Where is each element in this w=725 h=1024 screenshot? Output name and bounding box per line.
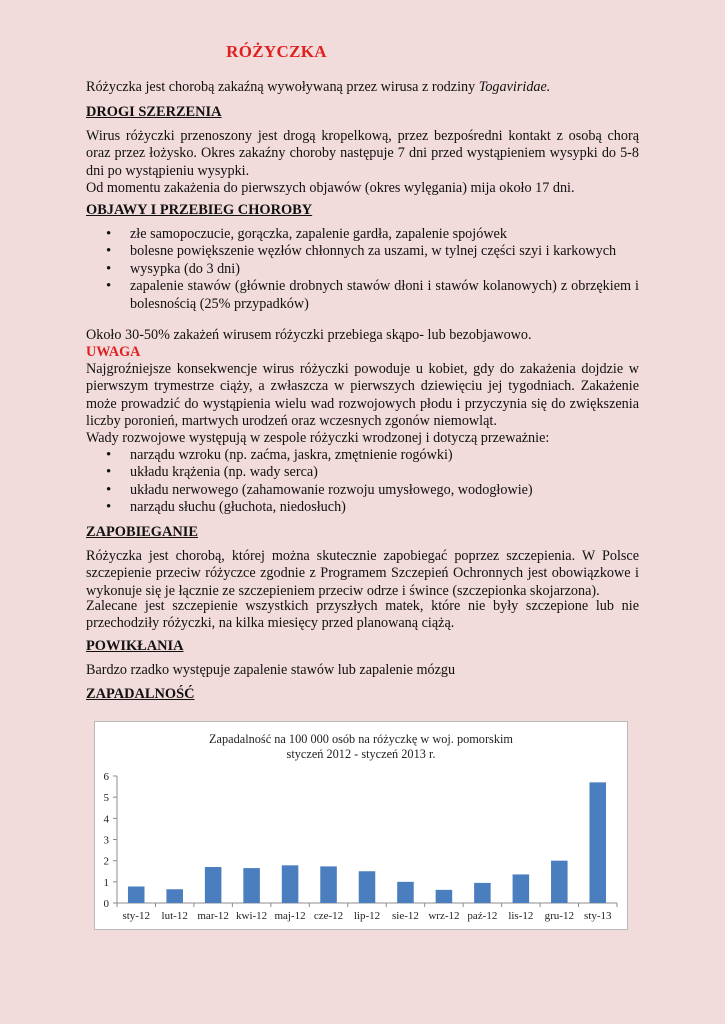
bar [513, 874, 530, 903]
x-tick-label: sty-12 [122, 910, 150, 922]
y-tick-label: 6 [103, 771, 109, 783]
x-tick-label: maj-12 [274, 910, 306, 922]
x-tick-label: wrz-12 [428, 910, 460, 922]
list-item: • narządu wzroku (np. zaćma, jaskra, zmętnienie rogówki) [86, 447, 639, 464]
bar [359, 871, 376, 903]
bar [551, 861, 568, 903]
incidence-chart [94, 721, 628, 930]
list-item: • narządu słuchu (głuchota, niedosłuch) [86, 499, 639, 516]
y-tick-label: 1 [103, 876, 109, 889]
drogi-paragraph-2: Od momentu zakażenia do pierwszych objawów (okres wylęgania) mija około 17 dni. [86, 180, 575, 196]
list-item: • wysypka (do 3 dni) [86, 261, 639, 278]
x-tick-label: paź-12 [467, 910, 498, 922]
list-item: • układu krążenia (np. wady serca) [86, 464, 639, 481]
x-tick-label: lut-12 [161, 910, 188, 922]
heading-powiklania: POWIKŁANIA [86, 638, 184, 654]
bar [205, 867, 222, 903]
bar [474, 883, 491, 903]
bar [590, 782, 607, 903]
list-item: • złe samopoczucie, gorączka, zapalenie gardła, zapalenie spojówek [86, 226, 639, 243]
wady-list [86, 447, 639, 517]
intro-text: Różyczka jest chorobą zakaźną wywoływaną przez wirusa z rodziny [86, 79, 479, 95]
y-tick-label: 5 [103, 792, 109, 805]
list-item: • zapalenie stawów (głównie drobnych stawów dłoni i stawów kolanowych) z obrzękiem i bolesnością (25% przypadków) [86, 278, 639, 313]
chart-subtitle: styczeń 2012 - styczeń 2013 r. [286, 747, 436, 761]
objawy-after: Około 30-50% zakażeń wirusem różyczki przebiega skąpo- lub bezobjawowo. [86, 327, 532, 343]
heading-objawy: OBJAWY I PRZEBIEG CHOROBY [86, 202, 313, 218]
list-item: • układu nerwowego (zahamowanie rozwoju umysłowego, wodogłowie) [86, 482, 639, 499]
bar [166, 889, 183, 903]
x-tick-label: kwi-12 [236, 910, 268, 922]
x-tick-label: gru-12 [544, 910, 574, 922]
y-tick-label: 0 [103, 898, 109, 910]
bar [128, 886, 145, 903]
powiklania-paragraph: Bardzo rzadko występuje zapalenie stawów lub zapalenie mózgu [86, 662, 456, 678]
objawy-list [86, 226, 639, 313]
chart-title: Zapadalność na 100 000 osób na różyczkę w woj. pomorskim [209, 732, 513, 746]
bar [397, 882, 414, 903]
heading-zapobieganie: ZAPOBIEGANIE [86, 524, 198, 540]
drogi-paragraph-1: Wirus różyczki przenoszony jest drogą kropelkową, przez bezpośredni kontakt z osobą chorą oraz przez łożysko. Okres zakaźny choroby następuje 7 dni przed wystąpieniem wysypki do 5-8 dni po wystąpieniu wysypki. [86, 128, 639, 179]
x-tick-label: lis-12 [508, 910, 534, 922]
x-tick-label: mar-12 [197, 910, 229, 922]
bar [282, 865, 299, 903]
x-tick-label: sty-13 [584, 910, 612, 922]
list-item: • bolesne powiększenie węzłów chłonnych za uszami, w tylnej części szyi i karkowych [86, 243, 639, 260]
bar [243, 868, 260, 903]
objawy-list-wrap [86, 226, 639, 313]
wady-intro: Wady rozwojowe występują w zespole różyczki wrodzonej i dotyczą przeważnie: [86, 430, 550, 446]
y-tick-label: 2 [103, 855, 109, 868]
intro-family: Togaviridae. [478, 79, 551, 95]
bar [436, 890, 453, 903]
intro-paragraph [86, 79, 639, 96]
zapobieganie-paragraph-1: Różyczka jest chorobą, której można skutecznie zapobiegać poprzez szczepienia. W Polsce szczepienie przeciw różyczce zgodnie z Programem Szczepień Ochronnych jest obowiązkowe i wykonuje się je łącznie ze szczepieniem przeciw odrze i śwince (szczepionka skojarzona). [86, 548, 639, 599]
wady-list-wrap [86, 447, 639, 517]
x-tick-label: lip-12 [353, 910, 381, 922]
heading-drogi: DROGI SZERZENIA [86, 104, 222, 120]
bar [320, 866, 337, 903]
x-tick-label: sie-12 [392, 910, 419, 922]
y-tick-label: 3 [103, 834, 109, 847]
heading-zapadalnosc: ZAPADALNOŚĆ [86, 686, 195, 702]
page-title: RÓŻYCZKA [226, 42, 327, 61]
chart-plot [95, 722, 627, 929]
zapobieganie-paragraph-2: Zalecane jest szczepienie wszystkich przyszłych matek, które nie były szczepione lub nie przechodziły różyczki, na kilka miesięcy przed planowaną ciążą. [86, 598, 639, 632]
y-tick-label: 4 [103, 813, 109, 826]
warning-label: UWAGA [86, 344, 141, 360]
x-tick-label: cze-12 [313, 910, 344, 922]
warning-text: Najgroźniejsze konsekwencje wirus różyczki powoduje u kobiet, gdy do zakażenia dojdzie w pierwszym trymestrze ciąży, a zwłaszcza w pierwszych dziewięciu jej tygodniach. Zakażenie może prowadzić do wystąpienia wielu wad rozwojowych płodu i przyczynia się do zwiększenia liczby poronień, martwych urodzeń oraz wczesnych zgonów niemowląt. [86, 361, 639, 430]
